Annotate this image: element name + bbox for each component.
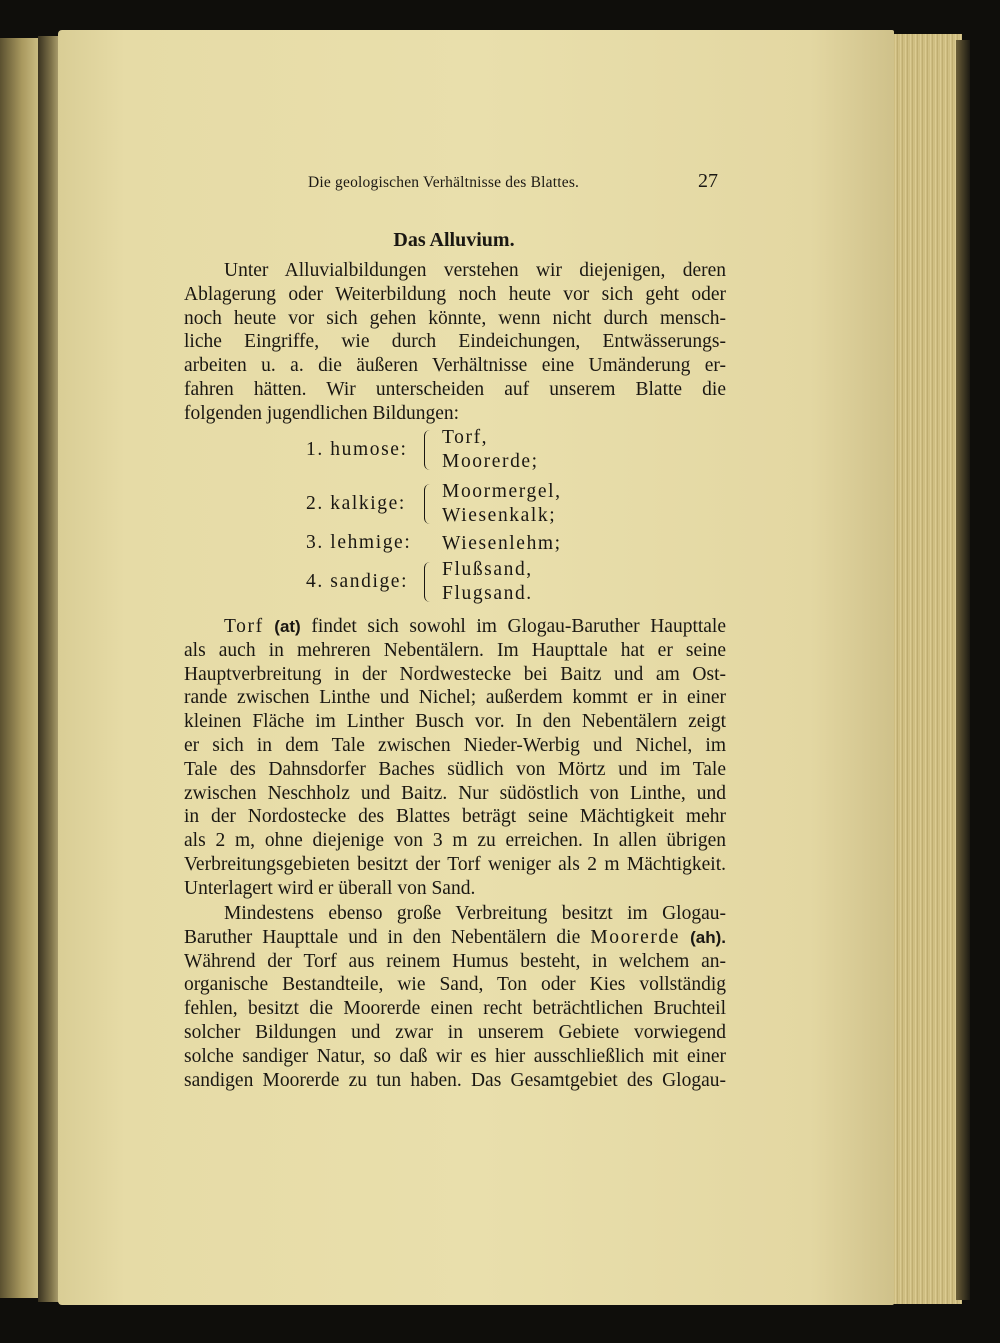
text-line: Ablagerung oder Weiterbildung noch heute vor sich geht oder	[184, 283, 726, 305]
text-line: Unter Alluvialbildungen verstehen wir diejenigen, deren	[224, 260, 726, 281]
list-item-value: Wiesenkalk;	[442, 505, 557, 526]
text-line	[184, 926, 726, 950]
text-line: als 2 m, ohne diejenige von 3 m zu erreichen. In allen übrigen	[184, 830, 726, 852]
previous-page-edge	[0, 38, 40, 1298]
torf-paragraph	[184, 615, 726, 901]
brace-icon	[424, 562, 433, 602]
text-line: fehlen, besitzt die Moorerde einen recht beträchtlichen Bruchteil	[184, 998, 726, 1020]
text-line: Hauptverbreitung in der Nordwestecke bei Baitz und am Ost-	[184, 663, 726, 685]
text-line: organische Bestandteile, wie Sand, Ton oder Kies vollständig	[184, 974, 726, 996]
list-item-value: Wiesenlehm;	[442, 533, 562, 554]
running-title: Die geologischen Verhältnisse des Blattes.	[308, 174, 580, 191]
intro-paragraph	[184, 259, 726, 426]
text-line: Verbreitungsgebieten besitzt der Torf weniger als 2 m Mächtigkeit.	[184, 853, 726, 875]
text-line: als auch in mehreren Nebentälern. Im Haupttale hat er seine	[184, 639, 726, 661]
text-line: solche sandiger Natur, so daß wir es hier ausschließlich mit einer	[184, 1045, 726, 1067]
brace-icon	[424, 430, 433, 470]
text-line: Mindestens ebenso große Verbreitung besitzt im Glogau-	[224, 903, 726, 924]
term-torf: Torf	[224, 616, 264, 637]
list-item-value: Torf,	[442, 427, 489, 448]
list-item-label: 3. lehmige:	[306, 532, 412, 553]
brace-icon	[424, 484, 433, 524]
map-symbol: (at)	[274, 617, 301, 636]
text-line: Tale des Dahnsdorfer Baches südlich von Mörtz und im Tale	[184, 758, 726, 780]
text-line: folgenden jugendlichen Bildungen:	[184, 402, 460, 424]
text-line: liche Eingriffe, wie durch Eindeichungen, Entwässerungs-	[184, 331, 726, 353]
list-item-value: Flußsand,	[442, 559, 533, 580]
text-fragment: Baruther Haupttale und in den Nebentälern die	[184, 926, 581, 948]
text-line: Unterlagert wird er überall von Sand.	[184, 877, 476, 899]
section-title: Das Alluvium.	[393, 229, 515, 251]
text-line: solcher Bildungen und zwar in unserem Gebiete vorwiegend	[184, 1021, 726, 1043]
text-fragment: findet sich sowohl im Glogau-Baruther Haupttale	[311, 616, 727, 637]
text-line: sandigen Moorerde zu tun haben. Das Gesamtgebiet des Glogau-	[184, 1069, 726, 1091]
moorerde-paragraph	[184, 902, 726, 1092]
list-item-value: Moormergel,	[442, 481, 562, 502]
page-block-shadow	[956, 40, 970, 1300]
list-item-value: Flugsand.	[442, 583, 533, 604]
text-line: kleinen Fläche im Linther Busch vor. In den Nebentälern zeigt	[184, 711, 726, 733]
page-block-edges	[884, 34, 962, 1304]
term-moorerde: Moorerde	[590, 926, 681, 948]
text-line: rande zwischen Linthe und Nichel; außerdem kommt er in einer	[184, 687, 726, 709]
map-symbol: (ah).	[690, 927, 727, 947]
list-item-value: Moorerde;	[442, 451, 539, 472]
text-line: Während der Torf aus reinem Humus besteht, in welchem an-	[184, 950, 726, 972]
list-item-label: 1. humose:	[306, 439, 408, 460]
text-line: er sich in dem Tale zwischen Nieder-Werbig und Nichel, im	[184, 734, 726, 756]
list-item-label: 4. sandige:	[306, 571, 409, 592]
text-line: in der Nordostecke des Blattes beträgt seine Mächtigkeit mehr	[184, 806, 726, 828]
page-number: 27	[698, 170, 718, 192]
text-line: arbeiten u. a. die äußeren Verhältnisse eine Umänderung er-	[184, 355, 726, 377]
text-line	[184, 615, 726, 639]
text-line: noch heute vor sich gehen könnte, wenn nicht durch mensch-	[184, 307, 726, 329]
text-line: zwischen Neschholz und Baitz. Nur südöstlich von Linthe, und	[184, 782, 726, 804]
list-item-label: 2. kalkige:	[306, 493, 406, 514]
text-line: fahren hätten. Wir unterscheiden auf unserem Blatte die	[184, 378, 726, 400]
